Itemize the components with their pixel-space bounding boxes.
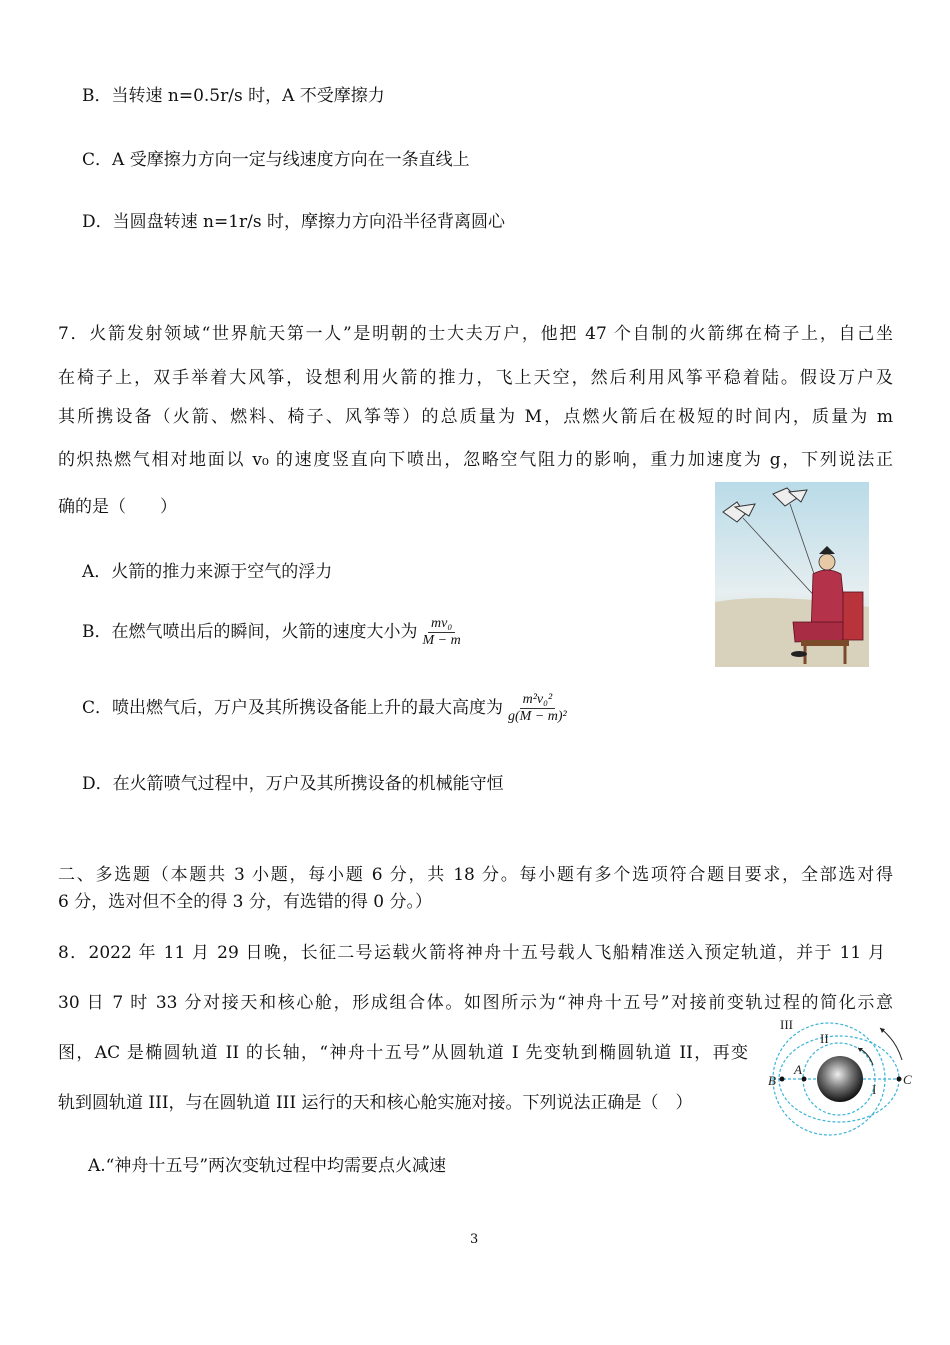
formula-height (505, 692, 570, 725)
q7-line-1: 7．火箭发射领域“世界航天第一人”是明朝的士大夫万户，他把 47 个自制的火箭绑在椅子上，自己坐 (58, 324, 893, 344)
formula-velocity (420, 616, 464, 649)
section-2-heading-cont: 6 分，选对但不全的得 3 分，有选错的得 0 分。） (58, 892, 432, 912)
wanhu-rocket-illustration (715, 482, 869, 667)
q8-line-2: 30 日 7 时 33 分对接天和核心舱，形成组合体。如图所示为“神舟十五号”对接前变轨过程的简化示意 (58, 993, 893, 1013)
formula-numerator: m²v₀² (520, 692, 556, 709)
q7-option-c (82, 692, 570, 725)
formula-numerator: mv₀ (428, 616, 455, 633)
q6-option-b: B．当转速 n=0.5r/s 时，A 不受摩擦力 (82, 86, 385, 106)
label-point-b: B (768, 1073, 776, 1088)
q8-line-3: 图，AC 是椭圆轨道 II 的长轴，“神舟十五号”从圆轨道 I 先变轨到椭圆轨道 II，再变 (58, 1043, 748, 1063)
formula-denominator: M − m (422, 633, 461, 648)
label-orbit-ii: II (820, 1031, 829, 1046)
q7-line-3: 其所携设备（火箭、燃料、椅子、风筝等）的总质量为 M，点燃火箭后在极短的时间内，质量为 m (58, 407, 893, 427)
q6-option-c: C．A 受摩擦力方向一定与线速度方向在一条直线上 (82, 150, 470, 170)
q7-line-2: 在椅子上，双手举着大风筝，设想利用火箭的推力，飞上天空，然后利用风筝平稳着陆。假设万户及 (58, 368, 893, 388)
label-point-c: C (903, 1072, 912, 1087)
q7-option-a: A．火箭的推力来源于空气的浮力 (82, 562, 333, 582)
earth-icon (817, 1056, 863, 1102)
q7-line-4: 的炽热燃气相对地面以 v₀ 的速度竖直向下喷出，忽略空气阻力的影响，重力加速度为 g，下列说法正 (58, 450, 893, 470)
q8-line-4: 轨到圆轨道 III，与在圆轨道 III 运行的天和核心舱实施对接。下列说法正确是（ ） (58, 1093, 693, 1113)
label-orbit-iii: III (780, 1017, 793, 1032)
formula-denominator: g(M − m)² (508, 709, 567, 724)
label-orbit-i: I (872, 1082, 877, 1097)
q7-option-b (82, 616, 464, 649)
q7-option-b-text: B．在燃气喷出后的瞬间，火箭的速度大小为 (82, 622, 418, 642)
label-point-a: A (794, 1062, 802, 1077)
q7-option-d: D．在火箭喷气过程中，万户及其所携设备的机械能守恒 (82, 774, 504, 794)
q7-option-c-text: C．喷出燃气后，万户及其所携设备能上升的最大高度为 (82, 698, 504, 718)
q7-line-5: 确的是（ ） (58, 497, 177, 517)
q8-option-a: A.“神舟十五号”两次变轨过程中均需要点火减速 (88, 1156, 447, 1176)
q8-line-1: 8．2022 年 11 月 29 日晚，长征二号运载火箭将神舟十五号载人飞船精准送入预定轨道，并于 11 月 (58, 943, 885, 963)
q6-option-d: D．当圆盘转速 n=1r/s 时，摩擦力方向沿半径背离圆心 (82, 212, 506, 232)
orbit-diagram (750, 1012, 915, 1144)
section-2-heading: 二、多选题（本题共 3 小题，每小题 6 分，共 18 分。每小题有多个选项符合题目要求，全部选对得 (58, 865, 893, 885)
page-number: 3 (470, 1232, 479, 1247)
